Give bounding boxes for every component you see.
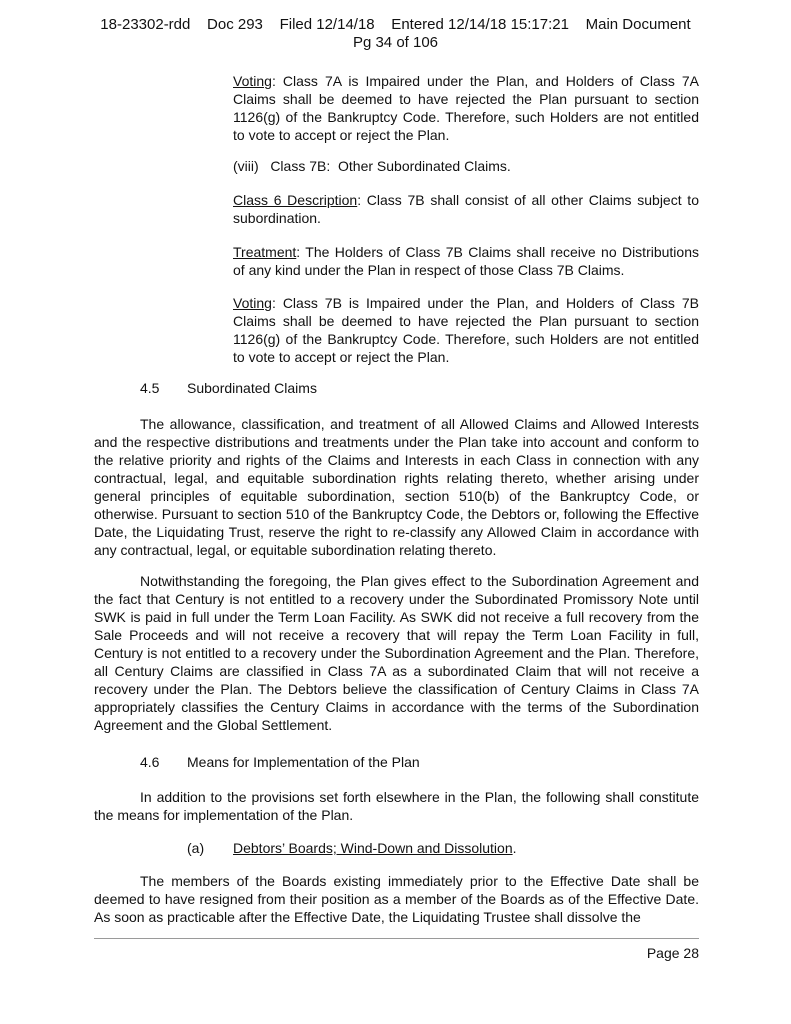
section-4-5-heading bbox=[140, 379, 317, 397]
class7a-voting-paragraph bbox=[233, 72, 699, 144]
class7b-voting-paragraph bbox=[233, 294, 699, 366]
section-number: 4.5 bbox=[140, 380, 160, 396]
voting-label: Voting bbox=[233, 295, 272, 311]
subsection-label: (a) bbox=[187, 840, 205, 856]
section-4-5-paragraph-2: Notwithstanding the foregoing, the Plan gives effect to the Subordination Agreement and the fact that Century is not entitled to a recovery under the Subordinated Promissory Note until SWK is paid in full under the Term Loan Facility. As SWK did not receive a full recovery from the Sale Proceeds and will not receive a recovery that will repay the Term Loan Facility in full, Century is not entitled to a recovery under the Subordination Agreement and the Plan. Therefore, all Century Claims are classified in Class 7A as a subordinated Claim that will not receive a recovery under the Plan. The Debtors believe the classification of Century Claims in Class 7A appropriately classifies the Century Claims in accordance with the terms of the Subordination Agreement and the Global Settlement. bbox=[94, 573, 699, 733]
class7b-voting-text: : Class 7B is Impaired under the Plan, and Holders of Class 7B Claims shall be deemed to have rejected the Plan pursuant to section 1126(g) of the Bankruptcy Code. Therefore, such Holders are not entitled to vote to accept or reject the Plan. bbox=[233, 295, 699, 365]
footer-divider bbox=[94, 938, 699, 939]
class7b-description-paragraph bbox=[233, 191, 699, 227]
page-number: Page 28 bbox=[646, 945, 699, 961]
section-number: 4.6 bbox=[140, 754, 160, 770]
treatment-label: Treatment bbox=[233, 244, 297, 260]
class7b-treatment-text: : The Holders of Class 7B Claims shall receive no Distributions of any kind under the Plan in respect of those Class 7B Claims. bbox=[233, 244, 699, 278]
subsection-title: Debtors’ Boards; Wind-Down and Dissolution bbox=[233, 840, 513, 856]
section-4-6-paragraph-2: The members of the Boards existing immediately prior to the Effective Date shall be deemed to have resigned from their position as a member of the Boards as of the Effective Date. As soon as practicable after the Effective Date, the Liquidating Trustee shall dissolve the bbox=[94, 873, 699, 925]
description-label: Class 6 Description bbox=[233, 192, 358, 208]
section-title: Means for Implementation of the Plan bbox=[187, 754, 420, 770]
class7b-description-text: : Class 7B shall consist of all other Claims subject to subordination. bbox=[233, 192, 699, 226]
class7a-voting-text: : Class 7A is Impaired under the Plan, and Holders of Class 7A Claims shall be deemed to have rejected the Plan pursuant to section 1126(g) of the Bankruptcy Code. Therefore, such Holders are not entitled to vote to accept or reject the Plan. bbox=[233, 73, 699, 143]
section-title: Subordinated Claims bbox=[187, 380, 317, 396]
section-4-6-paragraph-1: In addition to the provisions set forth elsewhere in the Plan, the following shall constitute the means for implementation of the Plan. bbox=[94, 789, 699, 823]
class7b-heading: (viii) Class 7B: Other Subordinated Claims. bbox=[233, 158, 511, 174]
docket-header-line: 18-23302-rdd Doc 293 Filed 12/14/18 Entered 12/14/18 15:17:21 Main Document bbox=[100, 16, 691, 33]
section-4-5-paragraph-1: The allowance, classification, and treatment of all Allowed Claims and Allowed Interests and the respective distributions and treatments under the Plan take into account and conform to the relative priority and rights of the Claims and Interests in each Class in connection with any contractual, legal, and equitable subordination rights relating thereto, whether arising under general principles of equitable subordination, section 510(b) of the Bankruptcy Code, or otherwise. Pursuant to section 510 of the Bankruptcy Code, the Debtors or, following the Effective Date, the Liquidating Trust, reserve the right to re-classify any Allowed Claim in accordance with any contractual, legal, or equitable subordination relating thereto. bbox=[94, 416, 699, 558]
subsection-period: . bbox=[512, 840, 517, 856]
voting-label: Voting bbox=[233, 73, 272, 89]
section-4-6-heading bbox=[140, 753, 420, 771]
class7b-treatment-paragraph bbox=[233, 243, 699, 279]
docket-page-count: Pg 34 of 106 bbox=[352, 34, 439, 51]
docket-header bbox=[0, 16, 791, 52]
subsection-a-heading bbox=[187, 839, 517, 857]
